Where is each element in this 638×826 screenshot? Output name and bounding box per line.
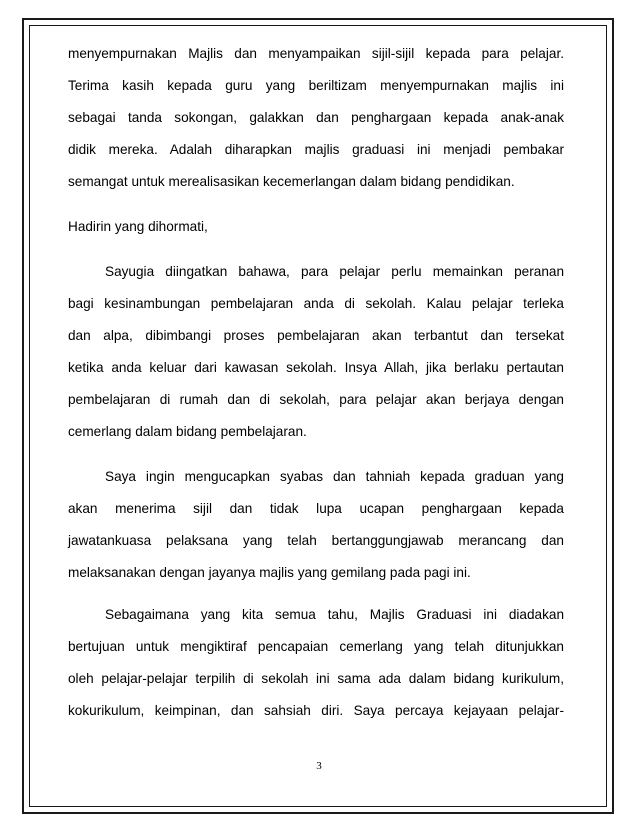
- text-line: Terima kasih kepada guru yang beriltizam menyempurnakan majlis ini: [68, 78, 564, 93]
- text-line: Sayugia diingatkan bahawa, para pelajar perlu memainkan peranan: [105, 264, 564, 279]
- body-text: [68, 38, 564, 727]
- salutation-line: Hadirin yang dihormati,: [68, 219, 208, 234]
- text-line: kokurikulum, keimpinan, dan sahsiah diri. Saya percaya kejayaan pelajar-: [68, 703, 564, 718]
- text-line: jawatankuasa pelaksana yang telah bertanggungjawab merancang dan: [68, 533, 564, 548]
- text-line: dan alpa, dibimbangi proses pembelajaran akan terbantut dan tersekat: [68, 328, 564, 343]
- text-line: pembelajaran di rumah dan di sekolah, para pelajar akan berjaya dengan: [68, 392, 564, 407]
- text-line: Sebagaimana yang kita semua tahu, Majlis Graduasi ini diadakan: [105, 607, 564, 622]
- text-line: ketika anda keluar dari kawasan sekolah. Insya Allah, jika berlaku pertautan: [68, 360, 564, 375]
- text-line: akan menerima sijil dan tidak lupa ucapan penghargaan kepada: [68, 501, 564, 516]
- text-line: oleh pelajar-pelajar terpilih di sekolah ini sama ada dalam bidang kurikulum,: [68, 671, 564, 686]
- page-number: 3: [316, 760, 322, 772]
- text-line: menyempurnakan Majlis dan menyampaikan sijil-sijil kepada para pelajar.: [68, 46, 564, 61]
- text-line: Saya ingin mengucapkan syabas dan tahniah kepada graduan yang: [105, 469, 564, 484]
- text-line: bagi kesinambungan pembelajaran anda di sekolah. Kalau pelajar terleka: [68, 296, 564, 311]
- text-line: bertujuan untuk mengiktiraf pencapaian cemerlang yang telah ditunjukkan: [68, 639, 564, 654]
- text-line: sebagai tanda sokongan, galakkan dan penghargaan kepada anak-anak: [68, 110, 564, 125]
- text-line: cemerlang dalam bidang pembelajaran.: [68, 424, 307, 439]
- text-line: didik mereka. Adalah diharapkan majlis graduasi ini menjadi pembakar: [68, 142, 564, 157]
- text-line: melaksanakan dengan jayanya majlis yang gemilang pada pagi ini.: [68, 565, 471, 580]
- text-line: semangat untuk merealisasikan kecemerlangan dalam bidang pendidikan.: [68, 174, 515, 189]
